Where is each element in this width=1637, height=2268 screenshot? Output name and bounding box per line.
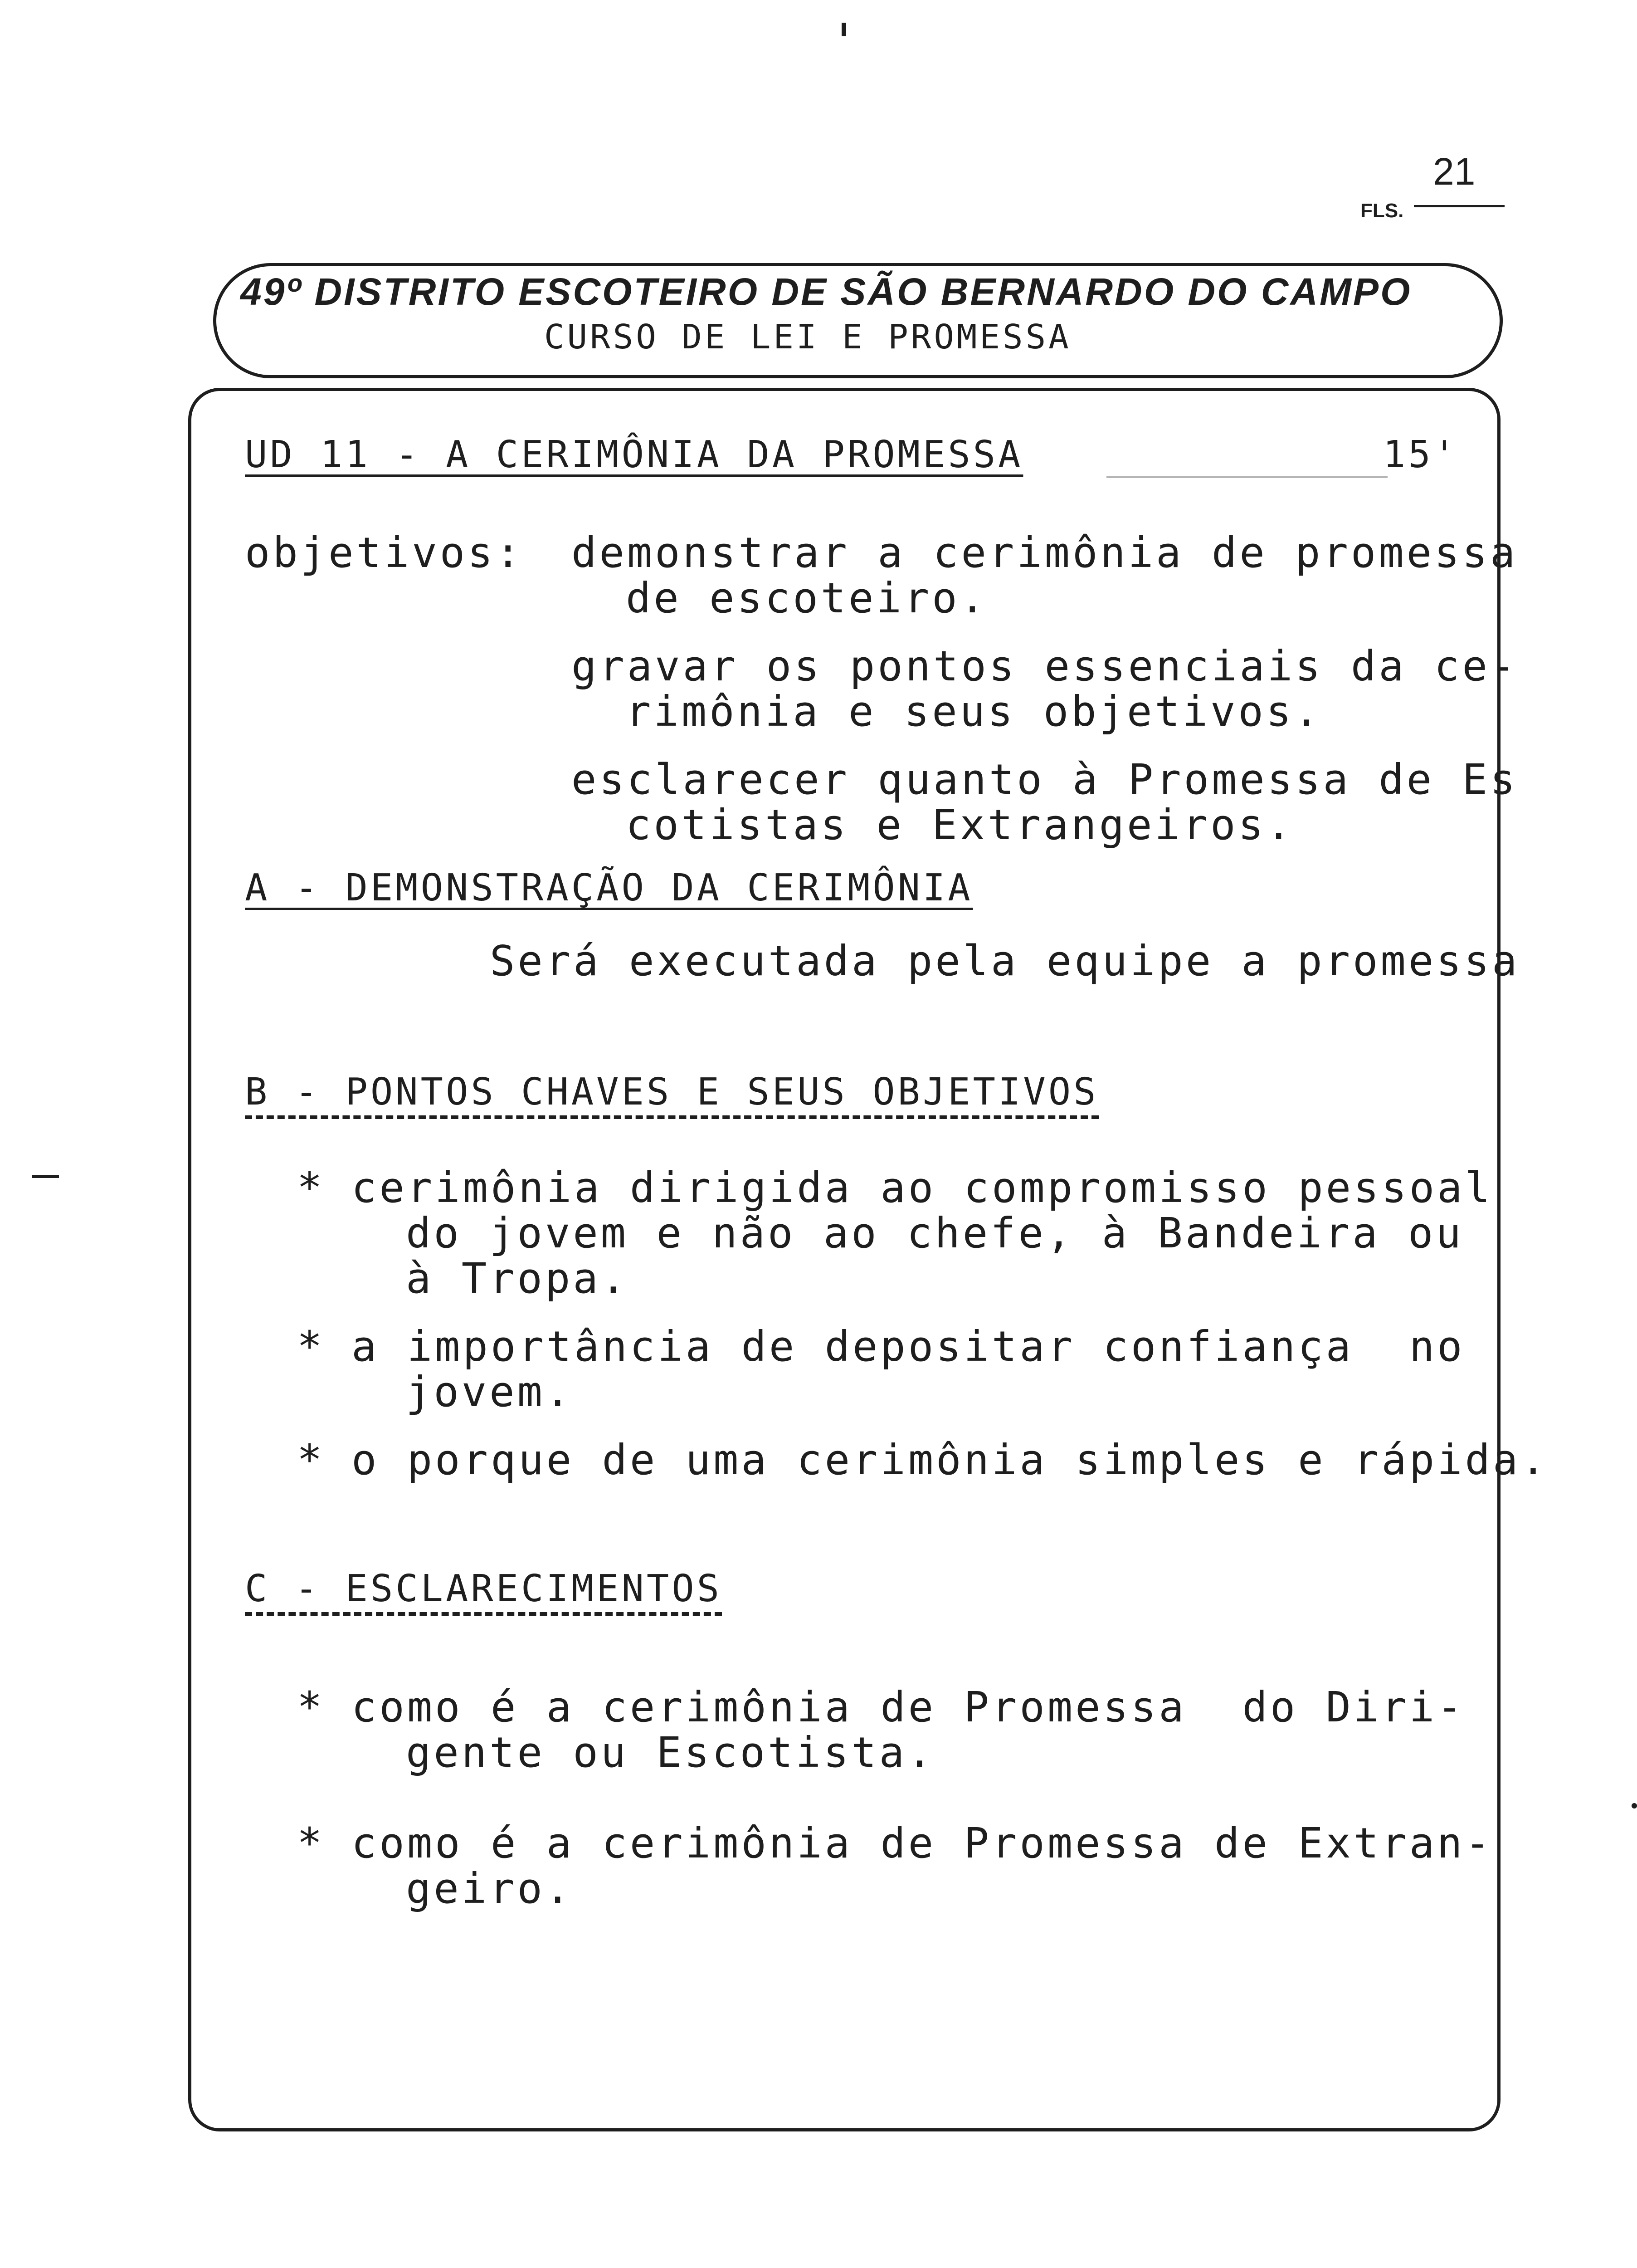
objective-1-line1: demonstrar a cerimônia de promessa [571,528,1518,577]
bullet-icon: * [297,1163,325,1212]
district-title: 49º DISTRITO ESCOTEIRO DE SÃO BERNARDO DO CAMPO [240,270,1412,313]
objective-2-line1: gravar os pontos essenciais da ce- [571,642,1518,690]
section-b-item-1-line2: do jovem e não ao chefe, à Bandeira ou [406,1209,1464,1257]
section-b-item-1-line3: à Tropa. [406,1254,629,1303]
title-leader-line [1106,476,1388,478]
section-c-item-1-line1: como é a cerimônia de Promessa do Diri- [351,1683,1465,1731]
objective-1-line2: de escoteiro. [626,574,988,622]
folio-underline [1414,205,1505,207]
objective-3-line1: esclarecer quanto à Promessa de Es [571,755,1518,804]
margin-dot [1632,1803,1637,1809]
folio-label: FLS. [1360,200,1404,222]
section-b-item-2-line1: a importância de depositar confiança no [351,1322,1465,1371]
section-a-title: A - DEMONSTRAÇÃO DA CERIMÔNIA [245,866,973,909]
section-b-item-1-line1: cerimônia dirigida ao compromisso pessoal [351,1163,1493,1212]
scan-mark [842,23,846,36]
section-c-item-1-line2: gente ou Escotista. [406,1728,935,1777]
section-c-item-2-line2: geiro. [406,1864,573,1913]
section-a-text: Será executada pela equipe a promessa [490,937,1520,985]
bullet-icon: * [297,1683,325,1731]
unit-duration: 15' [1383,433,1459,476]
folio-number: 21 [1433,150,1476,193]
objective-3-line2: cotistas e Extrangeiros. [626,801,1294,849]
course-title: CURSO DE LEI E PROMESSA [544,318,1072,357]
objective-2-line2: rimônia e seus objetivos. [626,687,1322,736]
section-b-title: B - PONTOS CHAVES E SEUS OBJETIVOS [245,1070,1099,1119]
unit-title: UD 11 - A CERIMÔNIA DA PROMESSA [245,433,1023,476]
bullet-icon: * [297,1322,325,1371]
objectives-label: objetivos: [245,528,523,577]
section-c-item-2-line1: como é a cerimônia de Promessa de Extran- [351,1819,1493,1867]
section-b-item-3-line1: o porque de uma cerimônia simples e rápida. [351,1436,1549,1484]
bullet-icon: * [297,1819,325,1867]
section-b-item-2-line2: jovem. [406,1368,573,1416]
section-c-title: C - ESCLARECIMENTOS [245,1567,722,1616]
margin-mark [32,1175,59,1178]
bullet-icon: * [297,1436,325,1484]
